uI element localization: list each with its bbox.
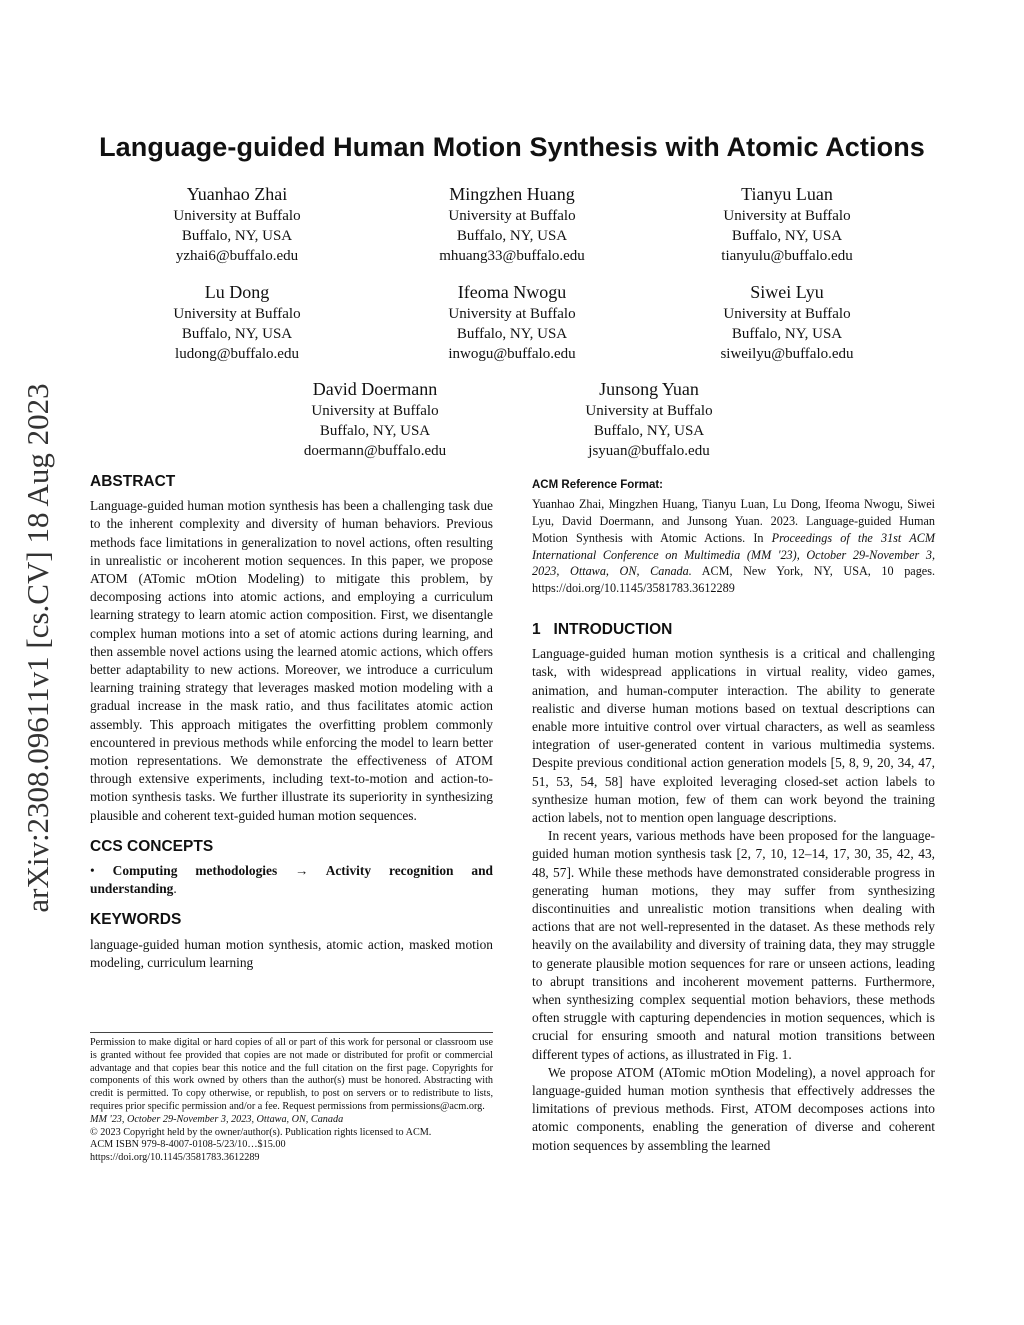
author-affiliation: University at Buffalo: [448, 208, 576, 224]
ccs-bullet: •: [90, 863, 95, 879]
author-location: Buffalo, NY, USA: [731, 228, 843, 244]
author-name: Junsong Yuan: [599, 379, 699, 399]
author-location: Buffalo, NY, USA: [593, 423, 705, 439]
paper-title: Language-guided Human Motion Synthesis with Atomic Actions: [99, 132, 925, 162]
ccs-period: .: [173, 881, 177, 897]
author-location: Buffalo, NY, USA: [731, 326, 843, 342]
ccs-concept-text: Computing methodologies → Activity recognition and understanding: [90, 863, 493, 897]
arxiv-id: arXiv:2308.09611v1 [cs.CV] 18 Aug 2023: [20, 383, 55, 913]
doi-line: https://doi.org/10.1145/3581783.3612289: [90, 1152, 260, 1164]
author-name: Tianyu Luan: [741, 184, 833, 204]
abstract-text: Language-guided human motion synthesis has been a challenging task due to the inherent complexity and diversity of human behaviors. Previous methods face limitations in generalization to novel actions, often resulting in unrealistic or incoherent motion sequences. In this paper, we propose ATOM (ATomic mOtion Modeling) to mitigate this problem, by decomposing actions into atomic actions, and employing a curriculum learning strategy to learn atomic action composition. First, we disentangle complex human motions into a set of atomic actions during learning, and then assemble novel actions using the learned atomic actions, which offers better adaptability to new actions. Moreover, we introduce a curriculum learning training strategy that leverages masked motion modeling with a gradual increase in the mask ratio, and thus facilitates atomic action assembly. This approach mitigates the overfitting problem commonly encountered in previous methods while enforcing the model to learn better motion representations. We demonstrate the effectiveness of ATOM through extensive experiments, including text-to-motion and action-to-motion synthesis tasks. We further illustrate its superiority in synthesizing plausible and coherent text-guided human motion sequences.: [90, 498, 493, 823]
author-name: Yuanhao Zhai: [186, 184, 288, 204]
introduction-heading: 1 INTRODUCTION: [532, 620, 673, 638]
copyright-line: © 2023 Copyright held by the owner/author(s). Publication rights licensed to ACM.: [90, 1126, 432, 1138]
author-block: [107, 183, 367, 266]
author-email: ludong@buffalo.edu: [175, 346, 299, 362]
keywords-heading: KEYWORDS: [90, 911, 182, 929]
author-name: Lu Dong: [204, 282, 270, 302]
author-block: [519, 378, 779, 461]
author-affiliation: University at Buffalo: [173, 208, 301, 224]
author-location: Buffalo, NY, USA: [181, 326, 293, 342]
author-affiliation: University at Buffalo: [723, 208, 851, 224]
intro-paragraph: Language-guided human motion synthesis is a critical and challenging task, with widespread applications in virtual reality, video games, animation, and human-computer interaction. The ability to generate realistic and diverse human motions based on textual descriptions can enable more intuitive control over virtual characters, as well as seamless integration of user-generated content in various multimedia systems. Despite previous conditional action generation models [5, 8, 9, 20, 34, 47, 51, 53, 54, 58] have exploited leveraging closed-set action labels to synthesize human motion, few of them can work beyond the training action labels, not to mention open language descriptions.: [532, 646, 935, 826]
acm-reference-part2: ACM, New York, NY, USA, 10 pages. https://doi.org/10.1145/3581783.3612289: [532, 564, 936, 596]
author-block: [657, 183, 917, 266]
author-email: jsyuan@buffalo.edu: [588, 443, 710, 459]
author-email: mhuang33@buffalo.edu: [439, 248, 585, 264]
author-affiliation: University at Buffalo: [585, 403, 713, 419]
author-location: Buffalo, NY, USA: [456, 326, 568, 342]
ccs-heading: CCS CONCEPTS: [90, 837, 214, 855]
acm-reference-part1: Yuanhao Zhai, Mingzhen Huang, Tianyu Luan, Lu Dong, Ifeoma Nwogu, Siwei Lyu, David Doermann, and Junsong Yuan. 2023. Language-guided Human Motion Synthesis with Atomic Actions. In: [532, 497, 935, 545]
author-name: Ifeoma Nwogu: [457, 282, 567, 302]
acm-reference-text: [532, 496, 935, 597]
author-affiliation: University at Buffalo: [448, 306, 576, 322]
author-email: inwogu@buffalo.edu: [448, 346, 576, 362]
author-name: Mingzhen Huang: [449, 184, 575, 204]
author-location: Buffalo, NY, USA: [456, 228, 568, 244]
author-affiliation: University at Buffalo: [173, 306, 301, 322]
abstract-heading: ABSTRACT: [90, 473, 176, 490]
author-name: Siwei Lyu: [750, 282, 824, 302]
conference-line: MM '23, October 29-November 3, 2023, Ottawa, ON, Canada: [90, 1113, 344, 1125]
right-column: [532, 476, 935, 1155]
author-email: doermann@buffalo.edu: [303, 443, 447, 459]
permission-block: [90, 1037, 493, 1165]
ccs-concept: [90, 862, 493, 898]
footnote-rule: [90, 1032, 493, 1033]
author-affiliation: University at Buffalo: [723, 306, 851, 322]
intro-paragraph: We propose ATOM (ATomic mOtion Modeling), a novel approach for language-guided human motion synthesis that effectively addresses the limitations of previous methods. First, ATOM decomposes actions into atomic components, enabling the generation of diverse and coherent motion sequences by assembling the learned: [532, 1064, 935, 1153]
isbn-line: ACM ISBN 979-8-4007-0108-5/23/10…$15.00: [90, 1139, 286, 1151]
author-location: Buffalo, NY, USA: [181, 228, 293, 244]
permission-text: Permission to make digital or hard copies of all or part of this work for personal or classroom use is granted without fee provided that copies are not made or distributed for profit or commercial advantage and that copies bear this notice and the full citation on the first page. Copyrights for components of this work owned by others than the author(s) must be honored. Abstracting with credit is permitted. To copy otherwise, or republish, to post on servers or to redistribute to lists, requires prior specific permission and/or a fee. Request permissions from permissions@acm.org.: [90, 1037, 493, 1112]
keywords-text: language-guided human motion synthesis, atomic action, masked motion modeling, curriculum learning: [90, 936, 493, 970]
arxiv-stamp: [16, 348, 60, 948]
author-affiliation: University at Buffalo: [311, 403, 439, 419]
author-email: tianyulu@buffalo.edu: [721, 248, 853, 264]
author-block: [657, 281, 917, 364]
author-block: [107, 281, 367, 364]
author-email: siweilyu@buffalo.edu: [720, 346, 854, 362]
author-block: [245, 378, 505, 461]
author-name: David Doermann: [312, 379, 438, 399]
acm-reference-heading: ACM Reference Format:: [532, 479, 663, 491]
author-location: Buffalo, NY, USA: [319, 423, 431, 439]
author-block: [382, 183, 642, 266]
author-block: [382, 281, 642, 364]
left-column: [90, 473, 493, 972]
author-email: yzhai6@buffalo.edu: [175, 248, 299, 264]
acm-reference-venue: Proceedings of the 31st ACM International Conference on Multimedia (MM '23), October 29-November 3, 2023, Ottawa, ON, Canada.: [532, 530, 935, 579]
intro-paragraph: In recent years, various methods have been proposed for the language-guided human motion synthesis task [2, 7, 10, 12–14, 17, 30, 35, 42, 43, 48, 57]. While these methods have demonstrated considerable progress in generating human motions, they may suffer from synthesizing discontinuities and unrealistic motion transitions when dealing with actions that are not well-represented in the dataset. As these methods rely heavily on the availability and diversity of training data, they may struggle to generate plausible motion sequences for rare or unseen actions, leading to abrupt transitions and incoherent movement patterns. Furthermore, when synthesizing complex sequential motion behaviors, these methods often struggle with capturing dependencies in motion sequences, which is crucial for ensuring smooth and natural motion transitions between different types of actions, as illustrated in Fig. 1.: [532, 828, 935, 1062]
